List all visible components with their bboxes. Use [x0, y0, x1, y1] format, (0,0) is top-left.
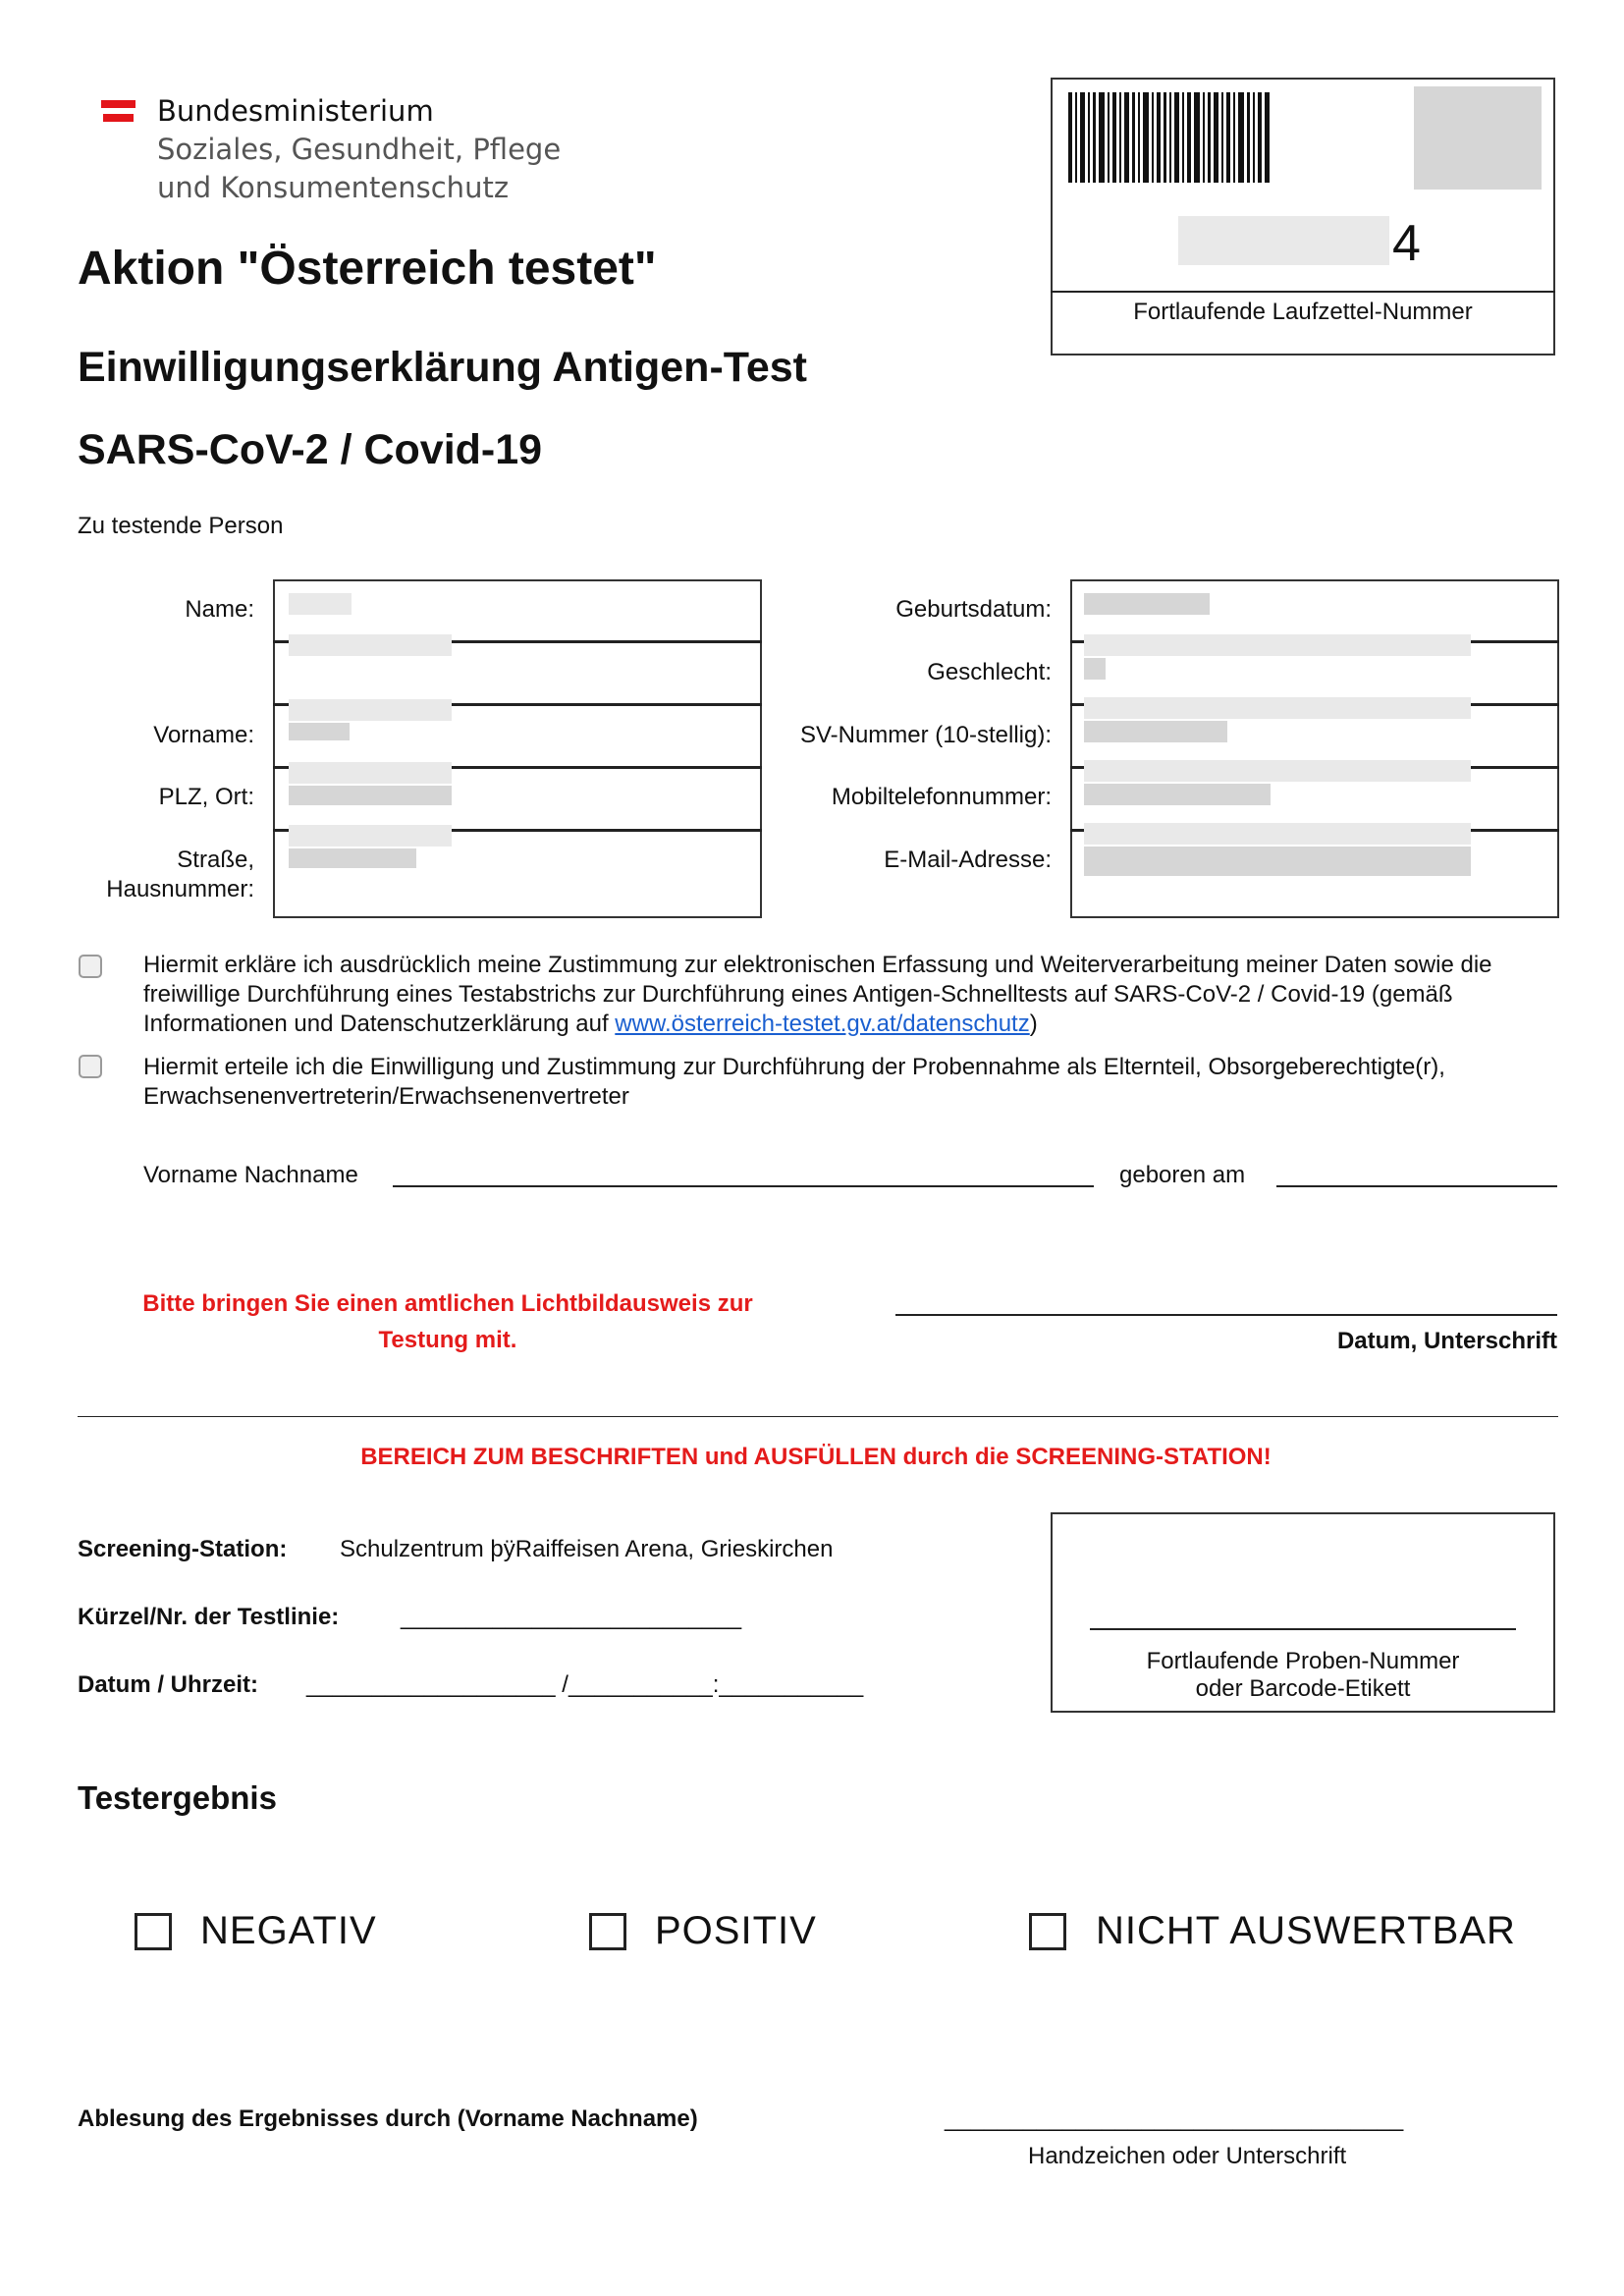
sample-number-label-1: Fortlaufende Proben-Nummer [1146, 1648, 1460, 1674]
guardian-born-line[interactable] [1276, 1185, 1557, 1187]
photo-id-notice-line2: Testung mit. [378, 1327, 517, 1353]
screening-station-value: Schulzentrum þÿRaiffeisen Arena, Grieskirchen [340, 1536, 834, 1562]
datum-uhrzeit-label: Datum / Uhrzeit: [78, 1671, 259, 1698]
guardian-born-label: geboren am [1119, 1162, 1246, 1188]
sample-number-line[interactable] [1090, 1628, 1516, 1630]
label-geschlecht: Geschlecht: [927, 659, 1052, 685]
ticket-divider [1051, 291, 1555, 293]
result-negativ-label: NEGATIV [200, 1909, 377, 1952]
plz-ort-input[interactable] [289, 762, 452, 784]
vorname-input[interactable] [289, 699, 452, 721]
section-divider [78, 1416, 1558, 1417]
barcode [1068, 92, 1272, 183]
geschlecht-input-line2 [1084, 697, 1471, 719]
page-title: Aktion "Österreich testet" [78, 243, 657, 295]
label-mobiltelefon: Mobiltelefonnummer: [831, 784, 1052, 810]
page-subtitle-disease: SARS-CoV-2 / Covid-19 [78, 426, 543, 473]
name-input-line2[interactable] [289, 634, 452, 656]
person-heading: Zu testende Person [78, 513, 284, 539]
label-sv-nummer: SV-Nummer (10-stellig): [799, 722, 1052, 748]
name-input[interactable] [289, 593, 352, 615]
label-strasse: Straße, [177, 847, 254, 873]
label-hausnummer: Hausnummer: [106, 876, 254, 902]
consent-data-checkbox[interactable] [79, 955, 102, 978]
result-heading: Testergebnis [78, 1779, 277, 1816]
screening-heading: BEREICH ZUM BESCHRIFTEN und AUSFÜLLEN durch die SCREENING-STATION! [360, 1444, 1272, 1470]
plz-ort-input-text [289, 786, 452, 805]
ministry-line-2: Soziales, Gesundheit, Pflege [157, 133, 562, 166]
testlinie-label: Kürzel/Nr. der Testlinie: [78, 1604, 340, 1630]
ministry-logo-text [157, 92, 561, 207]
signature-line[interactable] [895, 1314, 1557, 1316]
austria-flag-icon [101, 100, 135, 108]
consent-data-tail: ) [1029, 1011, 1038, 1037]
strasse-input-text [289, 848, 416, 868]
result-positiv-label: POSITIV [655, 1909, 817, 1952]
mobiltelefon-input[interactable] [1084, 784, 1271, 805]
ticket-number-suffix: 4 [1392, 215, 1421, 272]
photo-id-notice-line1: Bitte bringen Sie einen amtlichen Lichtbildausweis zur [142, 1290, 753, 1317]
page-subtitle-consent: Einwilligungserklärung Antigen-Test [78, 344, 807, 391]
consent-guardian-checkbox[interactable] [79, 1055, 102, 1078]
label-email: E-Mail-Adresse: [884, 847, 1052, 873]
austria-flag-icon-stripe [103, 114, 134, 122]
consent-guardian-text: Hiermit erteile ich die Einwilligung und Zustimmung zur Durchführung der Probennahme als Elternteil, Obsorgeberechtigte(r), Erwachsenenvertreterin/Erwachsenenvertreter [143, 1054, 1445, 1110]
guardian-name-line[interactable] [393, 1185, 1094, 1187]
testlinie-blank[interactable]: __________________________ [401, 1604, 742, 1630]
geschlecht-input[interactable] [1084, 658, 1106, 680]
label-name: Name: [185, 596, 254, 623]
sv-nummer-input-line2 [1084, 760, 1471, 782]
geburtsdatum-input-line2 [1084, 634, 1471, 656]
sample-number-label-2: oder Barcode-Etikett [1195, 1675, 1411, 1702]
datum-uhrzeit-blank[interactable]: ___________________ /___________:___________ [306, 1671, 864, 1698]
ministry-line-1: Bundesministerium [157, 94, 434, 128]
mobiltelefon-input-line2 [1084, 823, 1471, 845]
result-nicht-auswertbar-label: NICHT AUSWERTBAR [1096, 1909, 1516, 1952]
guardian-name-label: Vorname Nachname [143, 1162, 358, 1188]
label-plz-ort: PLZ, Ort: [158, 784, 254, 810]
geburtsdatum-input[interactable] [1084, 593, 1210, 615]
result-nicht-auswertbar-checkbox[interactable] [1029, 1913, 1066, 1950]
ministry-line-3: und Konsumentenschutz [157, 171, 510, 204]
result-positiv-checkbox[interactable] [589, 1913, 626, 1950]
privacy-policy-link[interactable]: www.österreich-testet.gv.at/datenschutz [615, 1011, 1030, 1037]
reading-blank[interactable]: ___________________________________ [945, 2105, 1404, 2132]
sv-nummer-input[interactable] [1084, 721, 1227, 742]
reading-sig-label: Handzeichen oder Unterschrift [1028, 2143, 1347, 2169]
label-vorname: Vorname: [153, 722, 254, 748]
result-negativ-checkbox[interactable] [135, 1913, 172, 1950]
ticket-number-label: Fortlaufende Laufzettel-Nummer [1133, 299, 1473, 325]
strasse-input[interactable] [289, 825, 452, 847]
label-geburtsdatum: Geburtsdatum: [895, 596, 1052, 623]
signature-label: Datum, Unterschrift [1336, 1328, 1557, 1354]
barcode-redacted [1414, 86, 1542, 190]
reading-label: Ablesung des Ergebnisses durch (Vorname Nachname) [78, 2105, 698, 2132]
screening-station-label: Screening-Station: [78, 1536, 288, 1562]
vorname-input-text [289, 723, 350, 740]
email-input[interactable] [1084, 847, 1471, 876]
ticket-number-redacted [1178, 216, 1389, 265]
consent-data-body: Hiermit erkläre ich ausdrücklich meine Zustimmung zur elektronischen Erfassung und Weiterverarbeitung meiner Daten sowie die freiwillige Durchführung eines Testabstrichs zur Durchführung eines Antigen-Schnelltests auf SARS-CoV-2 / Covid-19 (gemäß Informationen und Datenschutzerklärung auf [143, 952, 1492, 1037]
consent-data-text [143, 951, 1538, 1039]
